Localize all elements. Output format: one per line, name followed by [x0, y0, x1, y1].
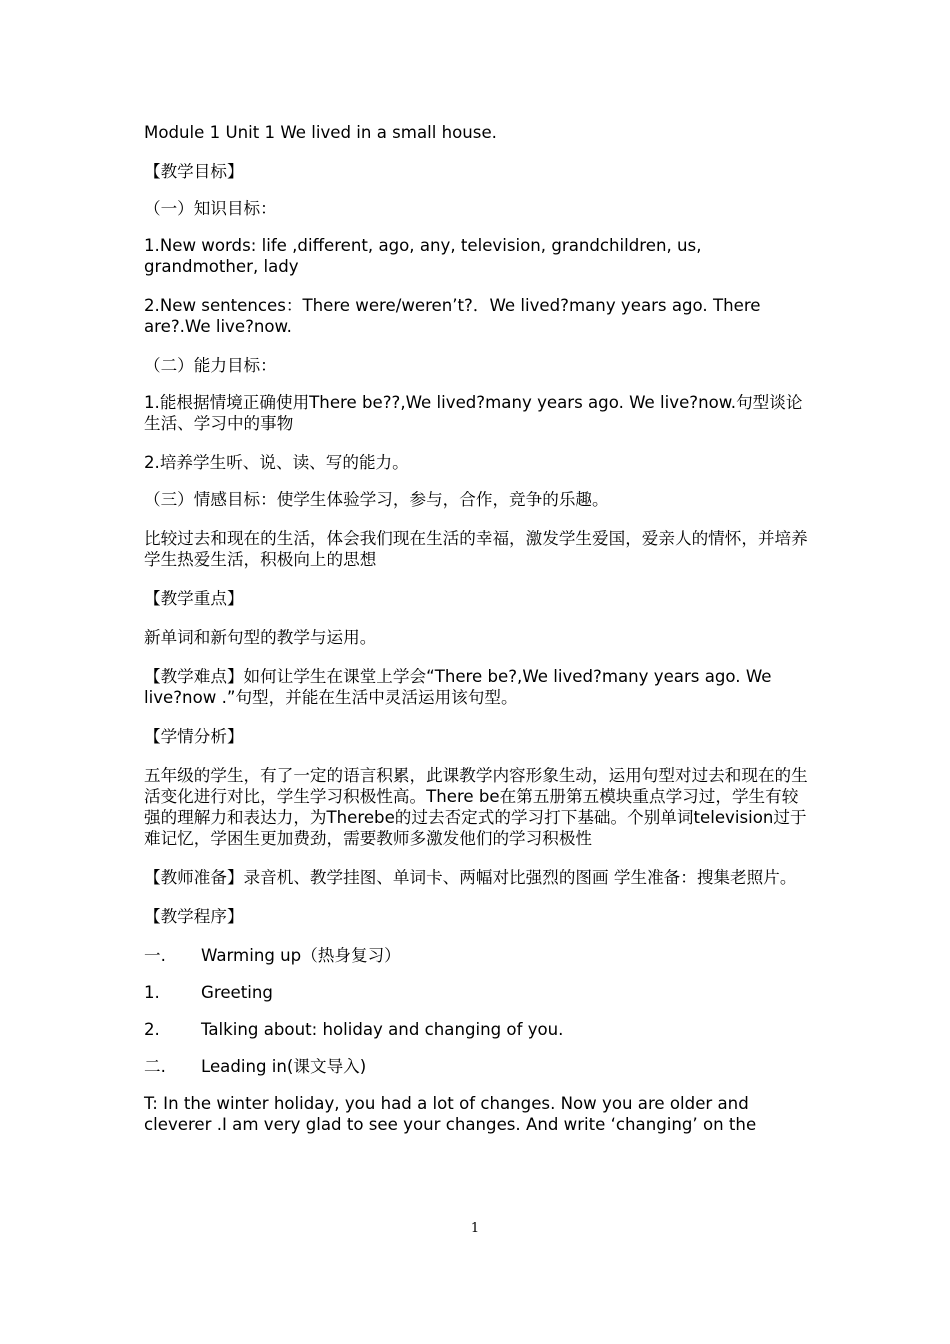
section-heading-objectives: 【教学目标】: [144, 162, 244, 181]
paragraph-ability-1: 1.能根据情境正确使用There be??,We lived?many years ago. We live?now.句型谈论生活、学习中的事物: [144, 393, 803, 433]
paragraph-closing: T: In the winter holiday, you had a lot of changes. Now you are older and cleverer .I am very glad to see your changes. And write ‘changing’ on the: [144, 1094, 757, 1134]
paragraph-difficult-points: 【教学难点】如何让学生在课堂上学会“There be?,We lived?many years ago. We live?now .”句型，并能在生活中灵活运用该句型。: [144, 667, 772, 707]
list-item-number: 一.: [144, 946, 166, 965]
page-number: 1: [470, 1221, 480, 1236]
paragraph-key-points: 新单词和新句型的教学与运用。: [144, 628, 377, 647]
paragraph-learner-analysis: 五年级的学生，有了一定的语言积累，此课教学内容形象生动，运用句型对过去和现在的生活变化进行对比，学生学习积极性高。There be在第五册第五模块重点学习过，学生有较强的理解力和表达力，为Therebe的过去否定式的学习打下基础。个别单词television过于难记忆，学困生更加费劲，需要教师多激发他们的学习积极性: [144, 766, 808, 848]
subheading-ability-objectives: （二）能力目标：: [144, 356, 277, 375]
list-item: [144, 945, 814, 966]
list-item-number: 1.: [144, 983, 160, 1002]
section-heading-key-points: 【教学重点】: [144, 589, 244, 608]
document-title: Module 1 Unit 1 We lived in a small house.: [144, 123, 497, 142]
list-item-text: Leading in(课文导入): [201, 1057, 367, 1076]
paragraph-new-sentences: 2.New sentences：There were/weren’t?．We lived?many years ago. There are?.We live?now.: [144, 296, 761, 336]
section-heading-learner-analysis: 【学情分析】: [144, 727, 244, 746]
list-item-text: Greeting: [201, 983, 273, 1002]
list-item: [144, 1019, 814, 1040]
paragraph-ability-2: 2.培养学生听、说、读、写的能力。: [144, 453, 409, 472]
paragraph-teacher-preparation: 【教师准备】录音机、教学挂图、单词卡、两幅对比强烈的图画 学生准备：搜集老照片。: [144, 868, 797, 887]
list-item-number: 2.: [144, 1020, 160, 1039]
list-item-text: Warming up（热身复习）: [201, 946, 401, 965]
list-item: [144, 982, 814, 1003]
document-body: [144, 122, 814, 1153]
paragraph-new-words: 1.New words: life ,different, ago, any, television, grandchildren, us, grandmother, lady: [144, 236, 702, 276]
paragraph-emotional-description: 比较过去和现在的生活，体会我们现在生活的幸福，激发学生爱国，爱亲人的情怀，并培养学生热爱生活，积极向上的思想: [144, 529, 808, 569]
subheading-emotional-objectives: （三）情感目标：使学生体验学习，参与，合作，竞争的乐趣。: [144, 490, 609, 509]
list-item-number: 二.: [144, 1057, 166, 1076]
list-item-text: Talking about: holiday and changing of you.: [201, 1020, 564, 1039]
list-item: [144, 1056, 814, 1077]
subheading-knowledge-objectives: （一）知识目标：: [144, 199, 277, 218]
section-heading-teaching-procedure: 【教学程序】: [144, 907, 244, 926]
